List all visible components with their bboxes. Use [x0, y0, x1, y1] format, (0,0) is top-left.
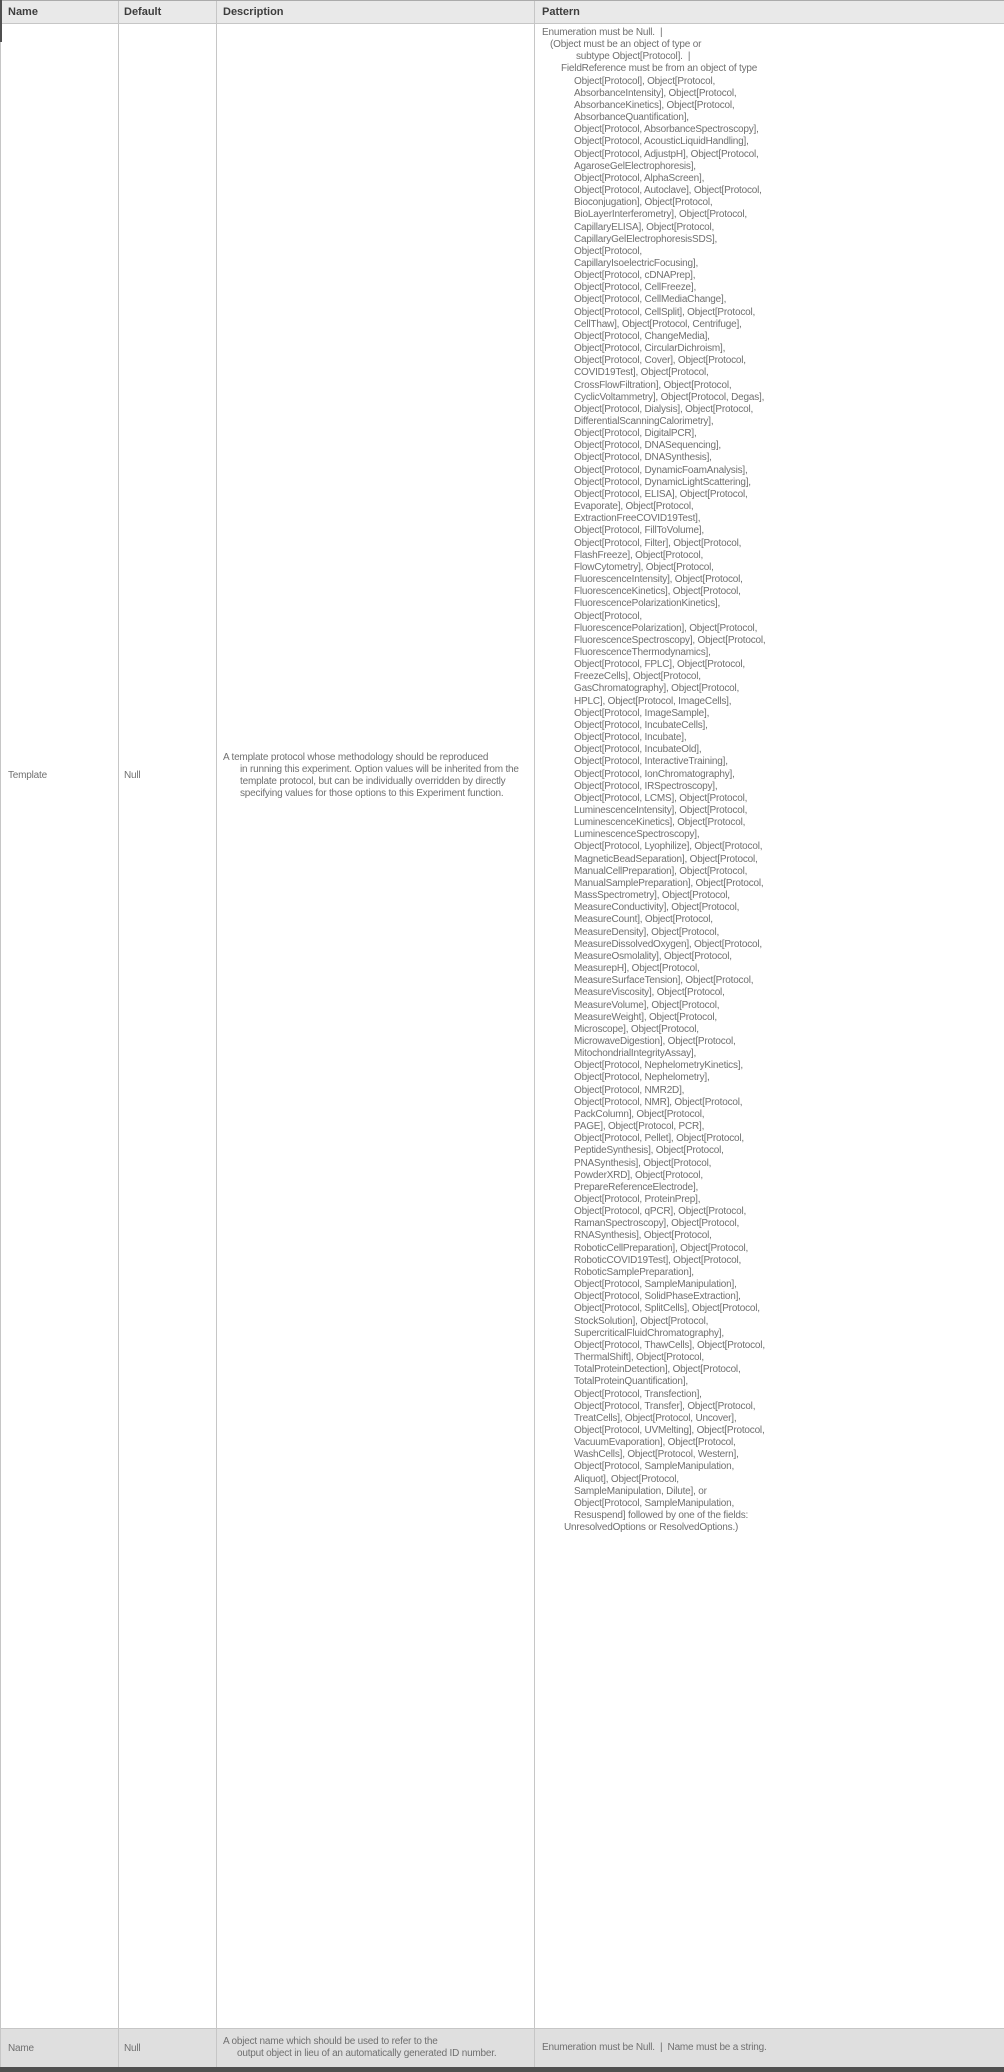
template-pattern-cell — [535, 24, 1004, 2028]
template-description-cell — [217, 24, 535, 2028]
name-name-cell — [1, 2028, 119, 2067]
row-pattern-text: Enumeration must be Null. | Name must be a string. — [542, 2041, 767, 2053]
name-default-cell — [119, 2028, 217, 2067]
row-name-value: Template — [8, 770, 47, 781]
table-row-template — [0, 24, 1004, 2028]
column-header-pattern: Pattern — [535, 1, 1004, 24]
name-description-cell — [217, 2028, 535, 2067]
row-name-value: Name — [8, 2042, 34, 2054]
bottom-scrollbar[interactable] — [0, 2067, 1004, 2072]
column-header-name: Name — [1, 1, 119, 24]
column-header-description: Description — [217, 1, 535, 24]
table-header-row — [0, 0, 1004, 24]
row-default-value: Null — [124, 2042, 141, 2054]
row-default-value: Null — [124, 770, 141, 781]
table-row-name — [0, 2028, 1004, 2067]
template-default-cell — [119, 24, 217, 2028]
left-edge-tick — [0, 0, 2, 42]
row-description-text: A template protocol whose methodology should be reproduced in running this experiment. Option values will be inherited from the template protocol, but can be individually overridden by directly specifying values for those options to this Experiment function. — [223, 752, 519, 800]
row-description-text: A object name which should be used to refer to the output object in lieu of an automatically generated ID number. — [223, 2035, 497, 2059]
row-pattern-text: Enumeration must be Null. | (Object must be an object of type or subtype Object[Protocol]. | FieldReference must be from an object of type Object[Protocol], Object[Protocol, AbsorbanceIntensity], Object[Protocol, AbsorbanceKinetics], Object[Protocol, AbsorbanceQuantification], Object[Protocol, AbsorbanceSpectroscopy], Object[Protocol, AcousticLiquidHandling], Object[Protocol, AdjustpH], Object[Protocol, AgaroseGelElectrophoresis], Object[Protocol, AlphaScreen], Object[Protocol, Autoclave], Object[Protocol, Bioconjugation], Object[Protocol, BioLayerInterferometry], Object[Protocol, CapillaryELISA], Object[Protocol, CapillaryGelElectrophoresisSDS], Object[Protocol, CapillaryIsoelectricFocusing], Object[Protocol, cDNAPrep], Object[Protocol, CellFreeze], Object[Protocol, CellMediaChange], Object[Protocol, CellSplit], Object[Protocol, CellThaw], Object[Protocol, Centrifuge], Object[Protocol, ChangeMedia], Object[Protocol, CircularDichroism], Object[Protocol, Cover], Object[Protocol, COVID19Test], Object[Protocol, CrossFlowFiltration], Object[Protocol, CyclicVoltammetry], Object[Protocol, Degas], Object[Protocol, Dialysis], Object[Protocol, DifferentialScanningCalorimetry], Object[Protocol, DigitalPCR], Object[Protocol, DNASequencing], Object[Protocol, DNASynthesis], Object[Protocol, DynamicFoamAnalysis], Object[Protocol, DynamicLightScattering], Object[Protocol, ELISA], Object[Protocol, Evaporate], Object[Protocol, ExtractionFreeCOVID19Test], Object[Protocol, FillToVolume], Object[Protocol, Filter], Object[Protocol, FlashFreeze], Object[Protocol, FlowCytometry], Object[Protocol, FluorescenceIntensity], Object[Protocol, FluorescenceKinetics], Object[Protocol, FluorescencePolarizationKinetics], Object[Protocol, FluorescencePolarization], Object[Protocol, FluorescenceSpectroscopy], Object[Protocol, FluorescenceThermodynamics], Object[Protocol, FPLC], Object[Protocol, FreezeCells], Object[Protocol, GasChromatography], Object[Protocol, HPLC], Object[Protocol, ImageCells], Object[Protocol, ImageSample], Object[Protocol, IncubateCells], Object[Protocol, Incubate], Object[Protocol, IncubateOld], Object[Protocol, InteractiveTraining], Object[Protocol, IonChromatography], Object[Protocol, IRSpectroscopy], Object[Protocol, LCMS], Object[Protocol, LuminescenceIntensity], Object[Protocol, LuminescenceKinetics], Object[Protocol, LuminescenceSpectroscopy], Object[Protocol, Lyophilize], Object[Protocol, MagneticBeadSeparation], Object[Protocol, ManualCellPreparation], Object[Protocol, ManualSamplePreparation], Object[Protocol, MassSpectrometry], Object[Protocol, MeasureConductivity], Object[Protocol, MeasureCount], Object[Protocol, MeasureDensity], Object[Protocol, MeasureDissolvedOxygen], Object[Protocol, MeasureOsmolality], Object[Protocol, MeasurepH], Object[Protocol, MeasureSurfaceTension], Object[Protocol, MeasureViscosity], Object[Protocol, MeasureVolume], Object[Protocol, MeasureWeight], Object[Protocol, Microscope], Object[Protocol, MicrowaveDigestion], Object[Protocol, MitochondrialIntegrityAssay], Object[Protocol, NephelometryKinetics], Object[Protocol, Nephelometry], Object[Protocol, NMR2D], Object[Protocol, NMR], Object[Protocol, PackColumn], Object[Protocol, PAGE], Object[Protocol, PCR], Object[Protocol, Pellet], Object[Protocol, PeptideSynthesis], Object[Protocol, PNASynthesis], Object[Protocol, PowderXRD], Object[Protocol, PrepareReferenceElectrode], Object[Protocol, ProteinPrep], Object[Protocol, qPCR], Object[Protocol, RamanSpectroscopy], Object[Protocol, RNASynthesis], Object[Protocol, RoboticCellPreparation], Object[Protocol, RoboticCOVID19Test], Object[Protocol, RoboticSamplePreparation], Object[Protocol, SampleManipulation], Object[Protocol, SolidPhaseExtraction], Object[Protocol, SplitCells], Object[Protocol, StockSolution], Object[Protocol, SupercriticalFluidChromatography], Object[Protocol, ThawCells], Object[Protocol, ThermalShift], Object[Protocol, TotalProteinDetection], Object[Protocol, TotalProteinQuantification], Object[Protocol, Transfection], Object[Protocol, Transfer], Object[Protocol, TreatCells], Object[Protocol, Uncover], Object[Protocol, UVMelting], Object[Protocol, VacuumEvaporation], Object[Protocol, WashCells], Object[Protocol, Western], Object[Protocol, SampleManipulation, Aliquot], Object[Protocol, SampleManipulation, Dilute], or Object[Protocol, SampleManipulation, Resuspend] followed by one of the fields: UnresolvedOptions or ResolvedOptions.) — [542, 27, 766, 1534]
template-name-cell — [1, 24, 119, 2028]
name-pattern-cell — [535, 2028, 1004, 2067]
column-header-default: Default — [119, 1, 217, 24]
